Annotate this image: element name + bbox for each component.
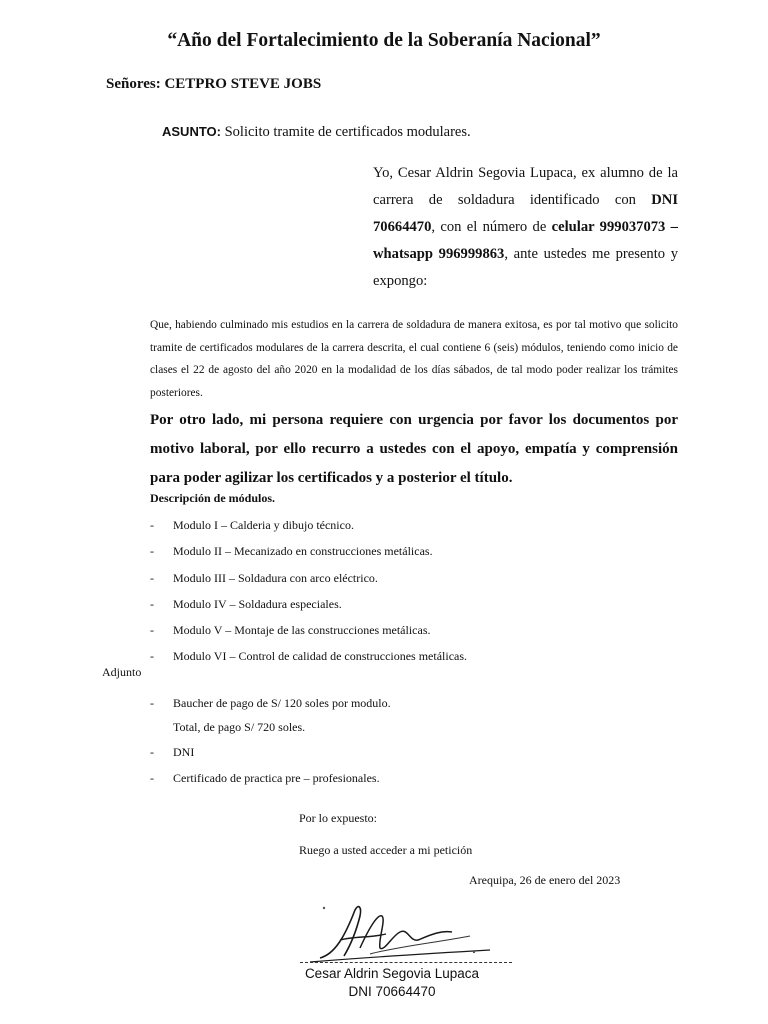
list-bullet: - (150, 597, 154, 611)
attachment-item-1: Baucher de pago de S/ 120 soles por modulo. (173, 696, 391, 710)
signer-dni: DNI 70664470 (348, 984, 436, 999)
list-bullet: - (150, 571, 154, 585)
attachments-label: Adjunto (102, 665, 142, 679)
recipient-line: Señores: CETPRO STEVE JOBS (106, 76, 322, 92)
list-bullet: - (150, 771, 154, 785)
attachment-item-1-total: Total, de pago S/ 720 soles. (173, 720, 306, 734)
intro-phones: celular 999037073 – whatsapp 996999863 (373, 219, 678, 262)
module-item-4: Modulo IV – Soldadura especiales. (173, 597, 342, 611)
intro-text-1: Yo, Cesar Aldrin Segovia Lupaca, ex alumno de la carrera de soldadura identificado con (373, 165, 678, 208)
subject-line (162, 124, 471, 141)
list-bullet: - (150, 649, 154, 663)
module-item-3: Modulo III – Soldadura con arco eléctrico. (173, 571, 378, 585)
module-item-6: Modulo VI – Control de calidad de construcciones metálicas. (173, 649, 468, 663)
closing-line-1: Por lo expuesto: (299, 811, 377, 825)
signature-line (300, 962, 512, 963)
modules-title: Descripción de módulos. (150, 491, 276, 505)
list-bullet: - (150, 623, 154, 637)
subject-text: Solicito tramite de certificados modulares. (224, 124, 471, 140)
body-paragraph-1: Que, habiendo culminado mis estudios en la carrera de soldadura de manera exitosa, es por tal motivo que solicito tramite de certificados modulares de la carrera descrita, el cual contiene 6 (seis) módulos, teniendo como inicio de clases el 22 de agosto del año 2020 en la modalidad de los días sábados, de tal modo poder realizar los trámites posteriores. (150, 319, 678, 399)
intro-text-3: , ante ustedes me presento y expongo: (373, 246, 679, 289)
list-bullet: - (150, 745, 154, 759)
handwritten-signature (300, 896, 500, 971)
attachment-item-3: Certificado de practica pre – profesionales. (173, 771, 380, 785)
module-item-5: Modulo V – Montaje de las construcciones metálicas. (173, 623, 431, 637)
intro-text-2: , con el número de (431, 219, 552, 235)
subject-label: ASUNTO: (162, 124, 221, 139)
intro-paragraph (373, 160, 678, 295)
module-item-2: Modulo II – Mecanizado en construcciones metálicas. (173, 544, 433, 558)
document-motto: “Año del Fortalecimiento de la Soberanía Nacional” (167, 30, 601, 51)
intro-dni: DNI 70664470 (373, 192, 678, 235)
list-bullet: - (150, 696, 154, 710)
attachment-item-2: DNI (173, 745, 195, 759)
place-date: Arequipa, 26 de enero del 2023 (469, 873, 621, 887)
module-item-1: Modulo I – Calderia y dibujo técnico. (173, 518, 354, 532)
signature-drawing (300, 896, 500, 966)
list-bullet: - (150, 544, 154, 558)
signer-name: Cesar Aldrin Segovia Lupaca (304, 966, 480, 981)
body-paragraph-2: Por otro lado, mi persona requiere con urgencia por favor los documentos por motivo laboral, por ello recurro a ustedes con el apoyo, empatía y comprensión para poder agilizar los certificados y a posterior el título. (150, 412, 678, 486)
list-bullet: - (150, 518, 154, 532)
closing-line-2: Ruego a usted acceder a mi petición (299, 843, 473, 857)
